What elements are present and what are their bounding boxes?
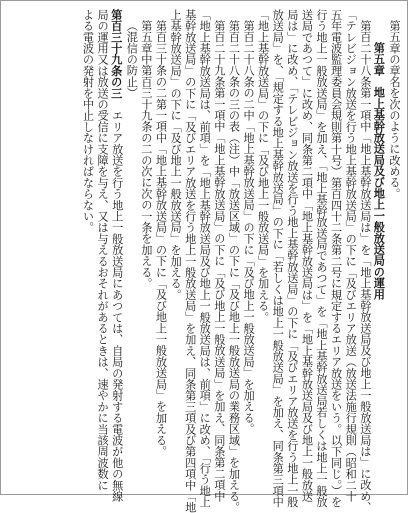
paragraph-line: 第百二十八条第一項中「地上基幹放送局は」を「地上基幹放送局及び地上一般放送局は」に改め、 bbox=[358, 20, 372, 513]
paragraph-line: 送局であつて」に改め、同条第二項中「地上基幹放送局は」を「地上基幹放送局及び地上一般放送 bbox=[300, 9, 314, 502]
paragraph-line: 第百二十八条の二中「地上基幹放送局」の下に「及び地上一般放送局」を加える。 bbox=[242, 20, 256, 435]
vertical-text-body bbox=[80, 9, 401, 513]
paragraph-line: 第百二十九条第一項中「地上基幹放送局」の下に「及び地上一般放送局」を加え、同条第二項中 bbox=[212, 20, 226, 502]
paragraph-line: 局は」に改め、「テレビジョン放送を行う地上基幹放送局」の下に「及びエリア放送を行う地上一般 bbox=[285, 9, 299, 508]
paragraph-line: 基幹放送局」の下に「及びエリア放送を行う地上一般放送局」を加え、同条第三項及び第四項中「地 bbox=[183, 9, 197, 513]
paragraph-line: 行う地上一般放送局」を加え、「地上基幹放送局であつて」を「地上基幹放送局若しくは地上一般放 bbox=[315, 9, 329, 508]
paragraph-line: 局の運用又は放送の受信に支障を与え、又は与えるおそれがあるときは、速やかに当該周波数に bbox=[96, 9, 110, 491]
paragraph-line: よる電波の発射を中止しなければならない。 bbox=[81, 9, 95, 233]
paragraph-line: 第百二十八条の三の表（注）中「放送区域」の下に「及び地上一般放送局の業務区域」を加える。 bbox=[227, 20, 241, 513]
paragraph-line: 「地上基幹放送局は、前項」を「地上基幹放送局及び地上一般放送局は、前項」に改め、「行う地上 bbox=[198, 9, 212, 508]
paragraph-line: 「テレビジョン放送を行う地上基幹放送局」の下に「及びエリア放送（放送法施行規則（昭和二十 bbox=[344, 9, 358, 502]
paragraph-line: 「地上基幹放送局」の下に「及び地上一般放送局」を加える。 bbox=[256, 9, 270, 323]
paragraph-line: 放送局」を、「規定する地上基幹放送局」の下に「若しくは地上一般放送局」を加え、同条第三項中 bbox=[271, 9, 285, 508]
paragraph-line: 第五章中第百三十九条の二の次に次の一条を加える。 bbox=[139, 20, 153, 289]
chapter-heading: 第五章 地上基幹放送局及び地上一般放送局の運用 bbox=[372, 42, 387, 300]
article-caption: （混信の防止） bbox=[125, 20, 139, 99]
paragraph-line: 第百三十条の二第一項中「地上基幹放送局」の下に「及び地上一般放送局」を加える。 bbox=[154, 20, 168, 457]
paragraph-line: 五年電波監理委員会規則第十号）第百四十二条第二号に規定するエリア放送をいう。以下同じ。）を bbox=[329, 9, 343, 508]
amendment-intro: 第五章の章名を次のように改める。 bbox=[388, 20, 401, 200]
article-heading-line: 第百三十九条の三 エリア放送を行う地上一般放送局にあつては、自局の発射する電波が他の無線 bbox=[109, 9, 124, 502]
paragraph-line: 上基幹放送局」の下に「及び地上一般放送局」を加える。 bbox=[169, 9, 183, 301]
article-number: 第百三十九条の三 bbox=[109, 9, 124, 99]
